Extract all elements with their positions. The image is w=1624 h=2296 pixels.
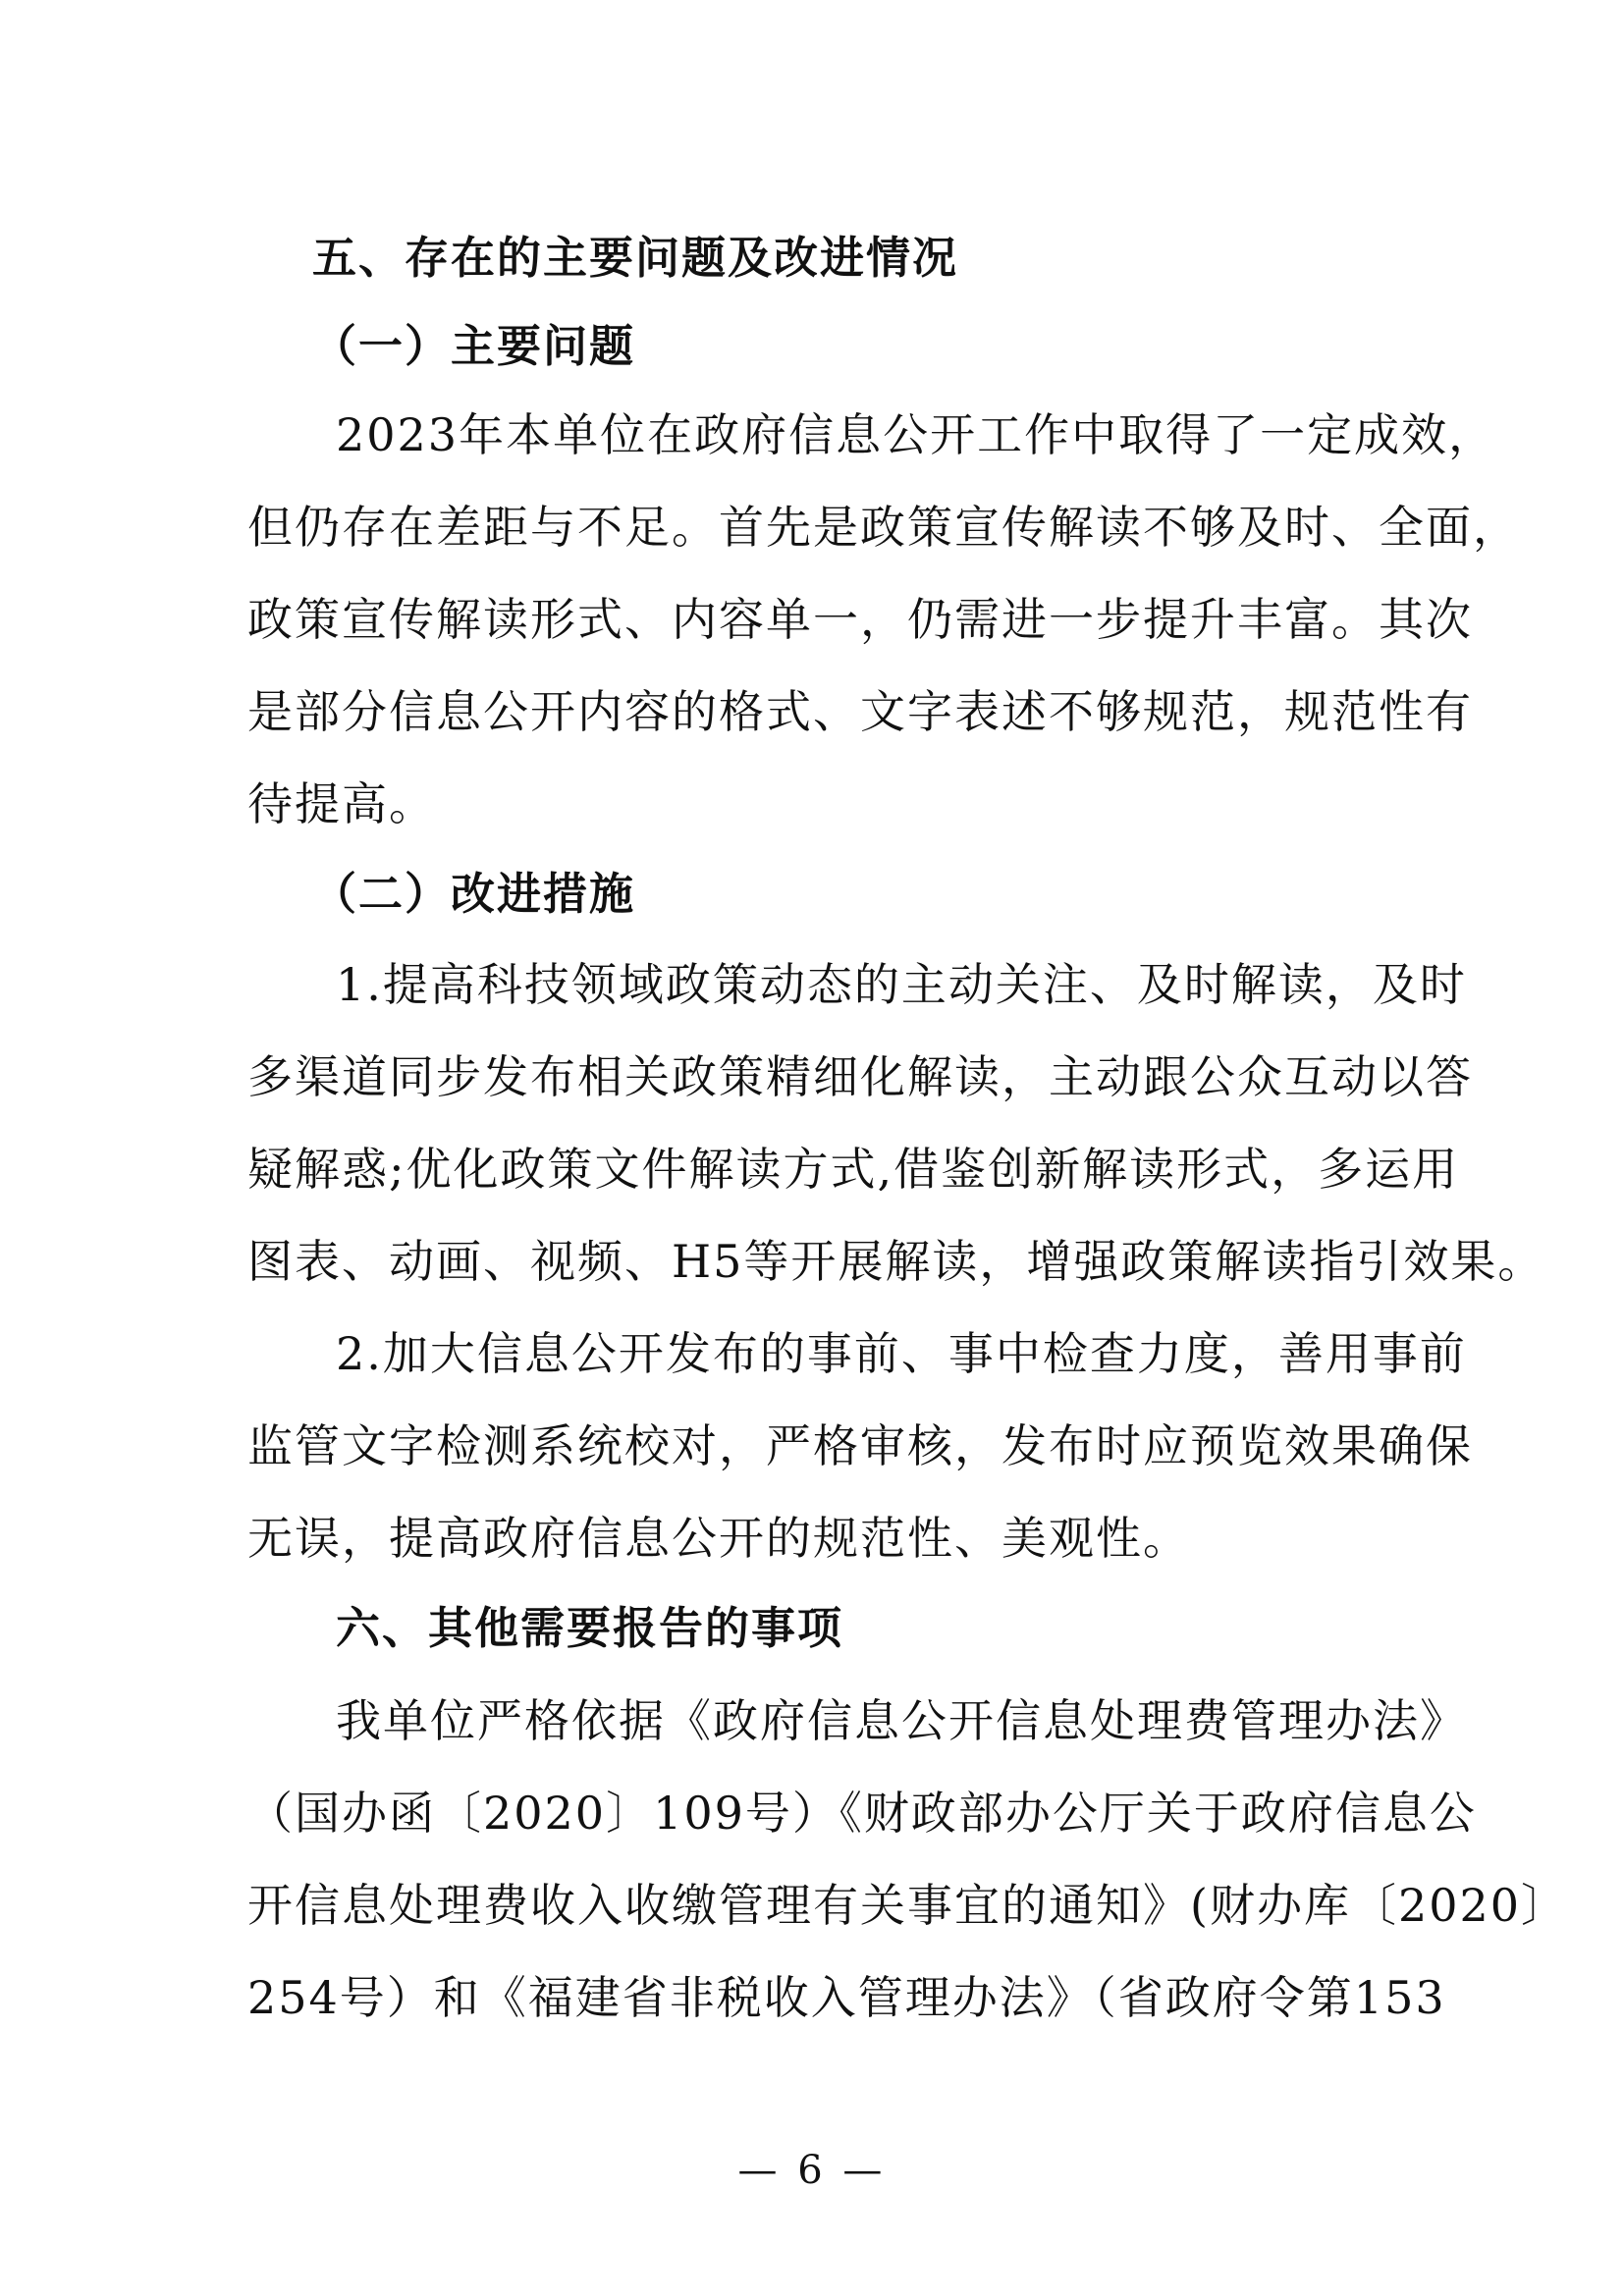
paragraph-line: 2023年本单位在政府信息公开工作中取得了一定成效， <box>336 408 1496 461</box>
paragraph-line: （国办函〔2020〕109号）《财政部办公厅关于政府信息公 <box>247 1787 1477 1840</box>
paragraph-line: 2.加大信息公开发布的事前、事中检查力度，善用事前 <box>336 1327 1467 1380</box>
paragraph-line: 待提高。 <box>247 777 436 830</box>
subsection-heading-main-problems: （一）主要问题 <box>312 320 636 372</box>
paragraph-line: 多渠道同步发布相关政策精细化解读，主动跟公众互动以答 <box>247 1050 1473 1103</box>
paragraph-line: 图表、动画、视频、H5等开展解读，增强政策解读指引效果。 <box>247 1235 1545 1288</box>
paragraph-line: 政策宣传解读形式、内容单一，仍需进一步提升丰富。其次 <box>247 593 1473 646</box>
paragraph-line: 1.提高科技领域政策动态的主动关注、及时解读，及时 <box>336 958 1467 1011</box>
paragraph-line: 监管文字检测系统校对，严格审核，发布时应预览效果确保 <box>247 1419 1473 1472</box>
section-heading-problems: 五、存在的主要问题及改进情况 <box>312 232 959 284</box>
paragraph-line: 我单位严格依据《政府信息公开信息处理费管理办法》 <box>336 1694 1467 1747</box>
subsection-heading-improvements: （二）改进措施 <box>312 868 636 920</box>
section-heading-other-matters: 六、其他需要报告的事项 <box>336 1602 844 1654</box>
paragraph-line: 无误，提高政府信息公开的规范性、美观性。 <box>247 1512 1190 1565</box>
page-number: — 6 — <box>737 2148 887 2193</box>
paragraph-line: 是部分信息公开内容的格式、文字表述不够规范，规范性有 <box>247 685 1473 738</box>
paragraph-line: 疑解惑;优化政策文件解读方式,借鉴创新解读形式，多运用 <box>247 1143 1460 1196</box>
paragraph-line: 但仍存在差距与不足。首先是政策宣传解读不够及时、全面， <box>247 501 1520 554</box>
paragraph-line: 开信息处理费收入收缴管理有关事宜的通知》(财办库〔2020〕 <box>247 1879 1569 1932</box>
paragraph-line: 254号）和《福建省非税收入管理办法》（省政府令第153 <box>247 1971 1446 2024</box>
